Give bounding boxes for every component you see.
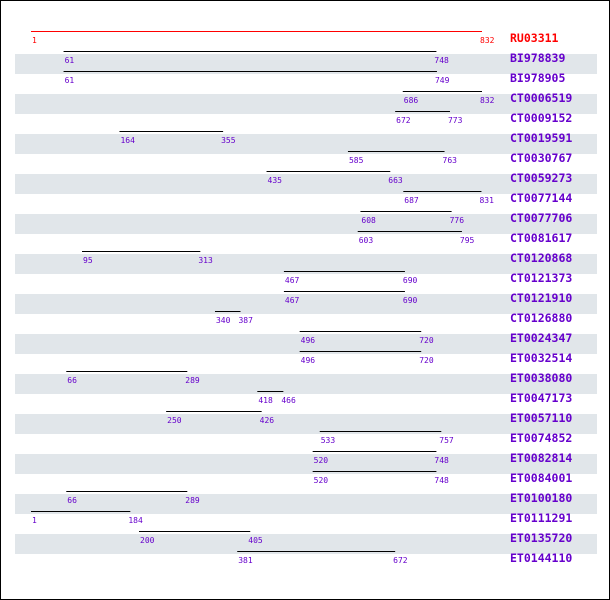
- hit-end-label: 663: [388, 176, 403, 185]
- hit-name-link[interactable]: CT0019591: [510, 131, 573, 145]
- hit-name-link[interactable]: CT0126880: [510, 311, 573, 325]
- hit-end-label: 720: [419, 356, 434, 365]
- hit-start-label: 467: [284, 276, 300, 285]
- hit-name-link[interactable]: CT0120868: [510, 251, 573, 265]
- hit-name-link[interactable]: ET0038080: [510, 371, 573, 385]
- hit-end-label: 748: [434, 456, 449, 465]
- hit-name-link[interactable]: CT0121910: [510, 291, 573, 305]
- hit-start-label: 520: [313, 476, 329, 485]
- hit-name-link[interactable]: CT0059273: [510, 171, 573, 185]
- hit-name-link[interactable]: ET0074852: [510, 431, 573, 445]
- hit-start-label: 533: [320, 436, 336, 445]
- hit-start-label: 672: [396, 116, 411, 125]
- hit-name-link[interactable]: ET0135720: [510, 531, 573, 545]
- hit-start-label: 200: [140, 536, 155, 545]
- hit-end-label: 749: [434, 76, 450, 85]
- hit-name-link[interactable]: ET0024347: [510, 331, 573, 345]
- hit-end-label: 355: [221, 136, 236, 145]
- hit-start-label: 250: [167, 416, 182, 425]
- hit-end-label: 720: [419, 336, 434, 345]
- hit-start-label: 496: [300, 336, 316, 345]
- hit-end-label: 748: [434, 56, 449, 65]
- hit-name-link[interactable]: CT0121373: [510, 271, 573, 285]
- hit-end-label: 748: [434, 476, 449, 485]
- hit-name-link[interactable]: BI978905: [510, 71, 566, 85]
- reference-name: RU03311: [510, 31, 559, 45]
- hit-end-label: 184: [128, 516, 143, 525]
- hit-end-label: 426: [259, 416, 275, 425]
- hit-end-label: 466: [281, 396, 296, 405]
- hit-name-link[interactable]: CT0077144: [510, 191, 573, 205]
- hit-start-label: 585: [348, 156, 364, 165]
- hit-name-link[interactable]: ET0057110: [510, 411, 573, 425]
- hit-name-link[interactable]: CT0081617: [510, 231, 573, 245]
- hit-end-label: 387: [238, 316, 253, 325]
- hit-start-label: 1: [32, 516, 37, 525]
- hit-name-link[interactable]: CT0030767: [510, 151, 573, 165]
- hit-end-label: 831: [479, 196, 494, 205]
- hit-end-label: 289: [185, 496, 200, 505]
- hit-end-label: 690: [402, 296, 418, 305]
- hit-end-label: 763: [442, 156, 458, 165]
- hit-start-label: 66: [67, 376, 77, 385]
- hit-name-link[interactable]: BI978839: [510, 51, 566, 65]
- hit-start-label: 61: [64, 76, 75, 85]
- hit-name-link[interactable]: ET0111291: [510, 511, 573, 525]
- hit-start-label: 164: [120, 136, 135, 145]
- hit-start-label: 687: [404, 196, 419, 205]
- hit-name-link[interactable]: ET0084001: [510, 471, 573, 485]
- hit-start-label: 520: [313, 456, 329, 465]
- hit-end-label: 776: [449, 216, 465, 225]
- hit-end-label: 672: [393, 556, 408, 565]
- hit-start-label: 340: [215, 316, 231, 325]
- hit-end-label: 832: [480, 96, 495, 105]
- hit-name-link[interactable]: ET0100180: [510, 491, 573, 505]
- hit-name-link[interactable]: ET0082814: [510, 451, 573, 465]
- hit-end-label: 289: [185, 376, 200, 385]
- hit-start-label: 418: [258, 396, 273, 405]
- hit-name-link[interactable]: ET0047173: [510, 391, 573, 405]
- hit-start-label: 496: [300, 356, 316, 365]
- hit-name-link[interactable]: ET0144110: [510, 551, 573, 565]
- hit-name-link[interactable]: CT0077706: [510, 211, 573, 225]
- hit-end-label: 757: [439, 436, 454, 445]
- hit-end-label: 795: [459, 236, 475, 245]
- hit-end-label: 773: [447, 116, 463, 125]
- hit-end-label: 690: [402, 276, 418, 285]
- hit-start-label: 608: [361, 216, 376, 225]
- hit-end-label: 405: [248, 536, 263, 545]
- hit-start-label: 381: [238, 556, 253, 565]
- reference-start-label: 1: [32, 36, 37, 45]
- hit-end-label: 313: [198, 256, 213, 265]
- alignment-map: [1, 1, 609, 599]
- hit-start-label: 467: [284, 296, 300, 305]
- hit-start-label: 61: [64, 56, 75, 65]
- hit-name-link[interactable]: CT0009152: [510, 111, 573, 125]
- hit-start-label: 435: [267, 176, 282, 185]
- hit-name-link[interactable]: ET0032514: [510, 351, 573, 365]
- hit-start-label: 686: [403, 96, 419, 105]
- hit-start-label: 95: [83, 256, 93, 265]
- hit-start-label: 66: [67, 496, 77, 505]
- reference-end-label: 832: [480, 36, 495, 45]
- hit-start-label: 603: [358, 236, 374, 245]
- hit-name-link[interactable]: CT0006519: [510, 91, 573, 105]
